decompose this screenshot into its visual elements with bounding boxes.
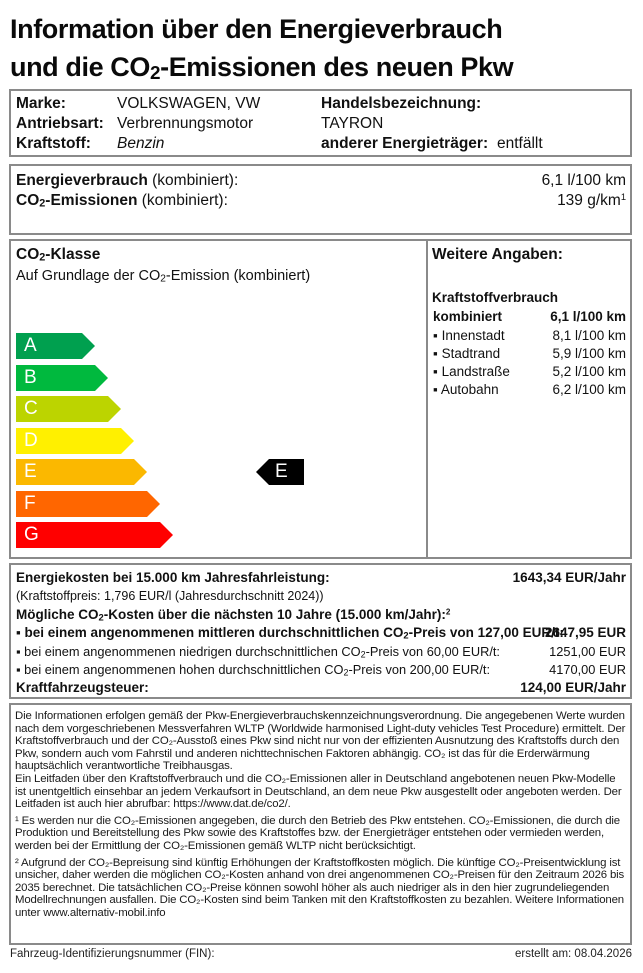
arrow-right-icon bbox=[16, 491, 160, 517]
subheading-text: Auf Grundlage der CO bbox=[16, 268, 161, 284]
energy-consumption-box bbox=[9, 164, 632, 235]
marke-label: Marke: bbox=[16, 95, 66, 112]
co2-scenario-label bbox=[16, 642, 500, 661]
scenario-text: -Preis von 60,00 EUR/t: bbox=[365, 643, 500, 659]
consumption-row-value: 6,2 l/100 km bbox=[552, 382, 626, 397]
kraftstoff-value: Benzin bbox=[117, 135, 165, 152]
energy-class-bar-e bbox=[16, 459, 147, 485]
bullet-icon: ▪ bbox=[433, 328, 438, 343]
title-text: -Emissionen des neuen Pkw bbox=[160, 52, 514, 82]
energy-class-bar-f bbox=[16, 491, 160, 517]
scenario-text: ▪ bei einem angenommenen hohen durchschnittlichen CO bbox=[16, 662, 344, 677]
row-label-text: Autobahn bbox=[440, 382, 499, 397]
info-paragraph-1: Die Informationen erfolgen gemäß der Pkw-Energieverbrauchskennzeichnungsverordnung. Die angegebenen Werte wurden nach dem vorgeschriebenen Messverfahren WLTP (Worldwide harmonised Light-duty vehicles Test Procedure) ermittelt. Der Kraftstoffverbrauch und der CO₂-Ausstoß eines Pkw sind nicht nur von der effizienten Ausnutzung des Kraftstoffs durch den Pkw, sondern auch vom Fahrstil und anderen nichttechnischen Faktoren abhängig. CO₂ ist das für die Erderwärmung hauptsächlich verantwortliche Treibhausgas. bbox=[15, 710, 626, 773]
kfz-steuer-label: Kraftfahrzeugsteuer: bbox=[16, 680, 149, 695]
anderer-energietraeger-label: anderer Energieträger: bbox=[321, 135, 489, 152]
fin-label: Fahrzeug-Identifizierungsnummer (FIN): bbox=[10, 948, 215, 960]
value-text: 139 g/km bbox=[557, 192, 621, 209]
footnote-marker: 2 bbox=[445, 607, 451, 617]
co2-klasse-heading bbox=[16, 246, 100, 264]
bullet-icon: ▪ bbox=[433, 382, 438, 397]
energy-class-letter: F bbox=[24, 492, 36, 514]
subheading-text: -Emission (kombiniert) bbox=[165, 268, 311, 284]
energiekosten-label: Energiekosten bei 15.000 km Jahresfahrleistung: bbox=[16, 570, 330, 585]
title-line-1: Information über den Energieverbrauch bbox=[10, 14, 503, 44]
energiekosten-value: 1643,34 EUR/Jahr bbox=[512, 570, 626, 585]
energy-class-letter: C bbox=[24, 398, 38, 419]
consumption-row-value: 5,2 l/100 km bbox=[552, 364, 626, 379]
energieverbrauch-value: 6,1 l/100 km bbox=[541, 172, 626, 189]
kombiniert-value: 6,1 l/100 km bbox=[550, 309, 626, 324]
title-line-2 bbox=[10, 48, 513, 86]
consumption-row-value: 5,9 l/100 km bbox=[552, 346, 626, 361]
costs-box bbox=[9, 563, 632, 699]
co2-kosten-heading bbox=[16, 605, 450, 624]
energy-class-letter: G bbox=[24, 524, 39, 545]
footnote-2: ² Aufgrund der CO₂-Bepreisung sind künftig Erhöhungen der Kraftstoffkosten möglich. Die künftige CO₂-Preisentwicklung ist unsicher, daher werden die möglichen CO₂-Kosten anhand von drei angenommenen CO₂-Preisen für den Zeitraum 2026 bis 2035 berechnet. Die tatsächlichen CO₂-Preise können sowohl höher als auch niedriger als in den hier zugrundeliegenden Modellrechnungen ausfallen. Die CO₂-Kosten sind beim Tanken mit den Kraftstoffkosten zu bezahlen. Weitere Informationen unter www.alternativ-mobil.info bbox=[15, 856, 625, 919]
footnote-1: ¹ Es werden nur die CO₂-Emissionen angegeben, die durch den Betrieb des Pkw entstehen. CO₂-Emissionen, die durch die Produktion und Bereitstellung des Pkw sowie des Kraftstoffes bzw. der Energieträger entstehen oder vermieden werden, werden bei der Ermittlung der CO₂-Emissionen gemäß WLTP nicht berücksichtigt. bbox=[15, 814, 620, 852]
co2-emissionen-label bbox=[16, 190, 228, 212]
row-label-text: Innenstadt bbox=[441, 328, 505, 343]
legal-info-box bbox=[9, 703, 632, 945]
consumption-row-label bbox=[433, 381, 499, 399]
co2-klasse-subheading bbox=[16, 268, 310, 284]
co2-scenario-label bbox=[16, 623, 564, 642]
co2-emissionen-value bbox=[557, 190, 626, 212]
co2-scenario-value: 2647,95 EUR bbox=[544, 625, 626, 640]
kombiniert-label: kombiniert bbox=[433, 309, 503, 324]
creation-date: erstellt am: 08.04.2026 bbox=[515, 948, 632, 960]
antriebsart-label: Antriebsart: bbox=[16, 115, 104, 132]
row-label-text: Stadtrand bbox=[441, 346, 501, 361]
energy-class-bar-d bbox=[16, 428, 134, 454]
co2-scenario-label bbox=[16, 660, 490, 679]
consumption-row-label bbox=[433, 363, 510, 381]
kraftstoffverbrauch-subheading: Kraftstoffverbrauch bbox=[432, 290, 559, 305]
scenario-text: ▪ bei einem angenommenen niedrigen durchschnittlichen CO bbox=[16, 643, 361, 659]
handelsbezeichnung-label: Handelsbezeichnung: bbox=[321, 95, 482, 112]
energy-class-bar-a bbox=[16, 333, 95, 359]
subscript: 2 bbox=[403, 630, 409, 642]
arrow-right-icon bbox=[16, 522, 173, 548]
label-qualifier: (kombiniert): bbox=[147, 172, 239, 189]
kraftstoff-label: Kraftstoff: bbox=[16, 135, 91, 152]
subscript: 2 bbox=[39, 251, 46, 264]
subscript: 2 bbox=[39, 197, 46, 210]
energieverbrauch-label bbox=[16, 170, 238, 192]
energy-class-letter: D bbox=[24, 429, 38, 451]
co2-scenario-value: 4170,00 EUR bbox=[549, 662, 626, 677]
current-class-letter: E bbox=[275, 461, 288, 482]
page-title bbox=[10, 10, 513, 86]
co2-scenario-value: 1251,00 EUR bbox=[549, 643, 626, 659]
antriebsart-value: Verbrennungsmotor bbox=[117, 115, 254, 132]
title-text: und die CO bbox=[10, 52, 150, 82]
label-bold: Energieverbrauch bbox=[16, 172, 148, 189]
heading-text: -Kosten über die nächsten 10 Jahre (15.000 km/Jahr): bbox=[103, 607, 446, 622]
energy-class-letter: A bbox=[24, 335, 37, 356]
consumption-row-label bbox=[433, 345, 500, 363]
subscript: 2 bbox=[343, 667, 349, 678]
subscript: 2 bbox=[150, 62, 161, 84]
weitere-angaben-heading: Weitere Angaben: bbox=[432, 246, 563, 263]
heading-text: Mögliche CO bbox=[16, 607, 99, 622]
scenario-text: ▪ bei einem angenommenen mittleren durchschnittlichen CO bbox=[16, 625, 404, 640]
heading-text: -Klasse bbox=[45, 246, 101, 263]
energy-class-bar-c bbox=[16, 396, 121, 422]
energy-class-letter: B bbox=[24, 366, 37, 388]
scenario-text: -Preis von 127,00 EUR/t: bbox=[408, 625, 564, 640]
kfz-steuer-value: 124,00 EUR/Jahr bbox=[520, 680, 626, 695]
legal-text bbox=[15, 710, 627, 920]
subscript: 2 bbox=[98, 612, 104, 624]
consumption-row-label bbox=[433, 327, 505, 345]
subscript: 2 bbox=[160, 273, 166, 285]
vehicle-info-box bbox=[9, 89, 632, 157]
bullet-icon: ▪ bbox=[433, 346, 438, 361]
label-qualifier: (kombiniert): bbox=[137, 192, 228, 209]
co2-class-box bbox=[9, 239, 632, 559]
row-label-text: Landstraße bbox=[441, 364, 510, 379]
anderer-energietraeger-value: entfällt bbox=[497, 135, 543, 152]
vertical-divider bbox=[426, 241, 428, 557]
energy-class-bar-b bbox=[16, 365, 108, 391]
energy-class-letter: E bbox=[24, 461, 37, 482]
footnote-marker: 1 bbox=[620, 191, 626, 202]
marke-value: VOLKSWAGEN, VW bbox=[117, 95, 261, 112]
label-bold: CO bbox=[16, 192, 40, 209]
energy-class-bar-g bbox=[16, 522, 173, 548]
subscript: 2 bbox=[360, 648, 366, 659]
kraftstoffpreis-note: (Kraftstoffpreis: 1,796 EUR/l (Jahresdurchschnitt 2024)) bbox=[16, 589, 324, 603]
handelsbezeichnung-value: TAYRON bbox=[321, 115, 384, 132]
label-bold: -Emissionen bbox=[45, 192, 138, 209]
scenario-text: -Preis von 200,00 EUR/t: bbox=[348, 662, 491, 677]
consumption-row-value: 8,1 l/100 km bbox=[552, 328, 626, 343]
info-paragraph-2: Ein Leitfaden über den Kraftstoffverbrauch und die CO₂-Emissionen aller in Deutschland angebotenen neuen Pkw-Modelle ist unentgeltlich einsehbar an jedem Verkaufsort in Deutschland, an dem neue Pkw ausgestellt oder angeboten werden. Der Leitfaden ist auch hier abrufbar: https://www.dat.de/co2/. bbox=[15, 772, 622, 811]
heading-text: CO bbox=[16, 246, 40, 263]
current-class-indicator bbox=[256, 459, 304, 485]
bullet-icon: ▪ bbox=[433, 364, 438, 379]
